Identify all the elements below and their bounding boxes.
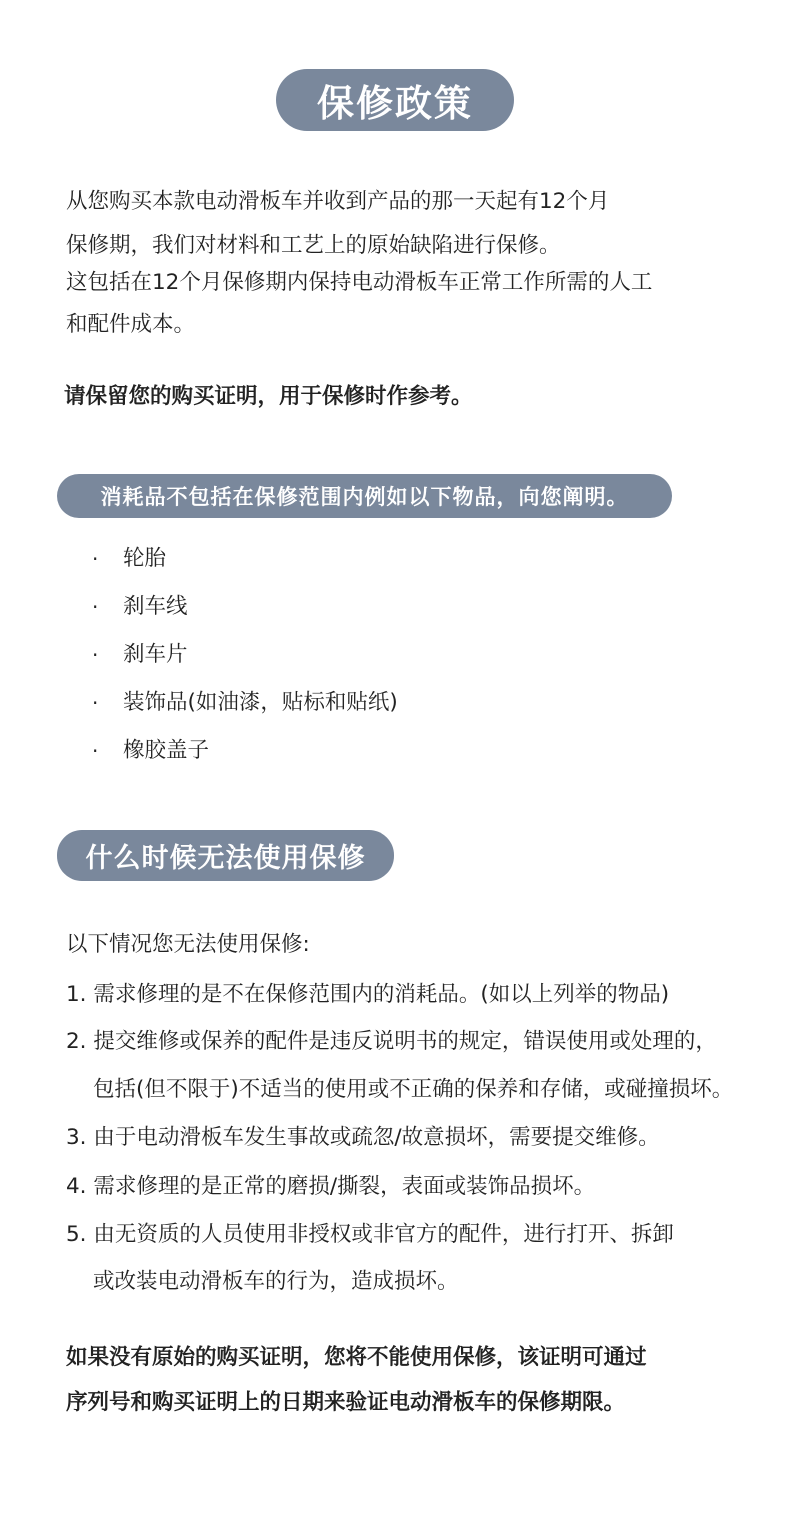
list-item-label: 刹车片 [123,642,188,667]
intro-line-4: 和配件成本。 [66,312,196,337]
closing-line-2: 序列号和购买证明上的日期来验证电动滑板车的保修期限。 [66,1390,626,1415]
bullet-icon: · [92,691,99,715]
intro-line-2: 保修期，我们对材料和工艺上的原始缺陷进行保修。 [66,233,561,258]
bullet-icon: · [92,643,99,667]
list-item-label: 装饰品(如油漆，贴标和贴纸) [123,690,398,715]
list-item-continuation: 包括(但不限于)不适当的使用或不正确的保养和存储，或碰撞损坏。 [93,1077,734,1102]
closing-line-1: 如果没有原始的购买证明，您将不能使用保修，该证明可通过 [66,1345,647,1370]
bullet-icon: · [92,595,99,619]
list-item: 1. 需求修理的是不在保修范围内的消耗品。(如以上列举的物品) [66,982,670,1007]
consumables-heading: 消耗品不包括在保修范围内例如以下物品，向您阐明。 [57,474,672,518]
not-covered-heading: 什么时候无法使用保修 [57,830,394,881]
list-item: 2. 提交维修或保养的配件是违反说明书的规定，错误使用或处理的， [66,1029,717,1054]
list-item-continuation: 或改装电动滑板车的行为，造成损坏。 [93,1269,459,1294]
not-covered-lead: 以下情况您无法使用保修: [66,932,310,957]
list-item-label: 刹车线 [123,594,188,619]
list-item: 3. 由于电动滑板车发生事故或疏忽/故意损坏，需要提交维修。 [66,1125,660,1150]
list-item-label: 轮胎 [123,546,167,571]
intro-line-3: 这包括在12个月保修期内保持电动滑板车正常工作所需的人工 [66,270,653,295]
bullet-icon: · [92,739,99,763]
page-title: 保修政策 [276,69,514,131]
intro-line-1: 从您购买本款电动滑板车并收到产品的那一天起有12个月 [66,189,610,214]
bullet-icon: · [92,547,99,571]
list-item: 4. 需求修理的是正常的磨损/撕裂，表面或装饰品损坏。 [66,1174,596,1199]
list-item: 5. 由无资质的人员使用非授权或非官方的配件，进行打开、拆卸 [66,1222,674,1247]
proof-of-purchase-note: 请保留您的购买证明，用于保修时作参考。 [64,384,473,409]
list-item-label: 橡胶盖子 [123,738,210,763]
